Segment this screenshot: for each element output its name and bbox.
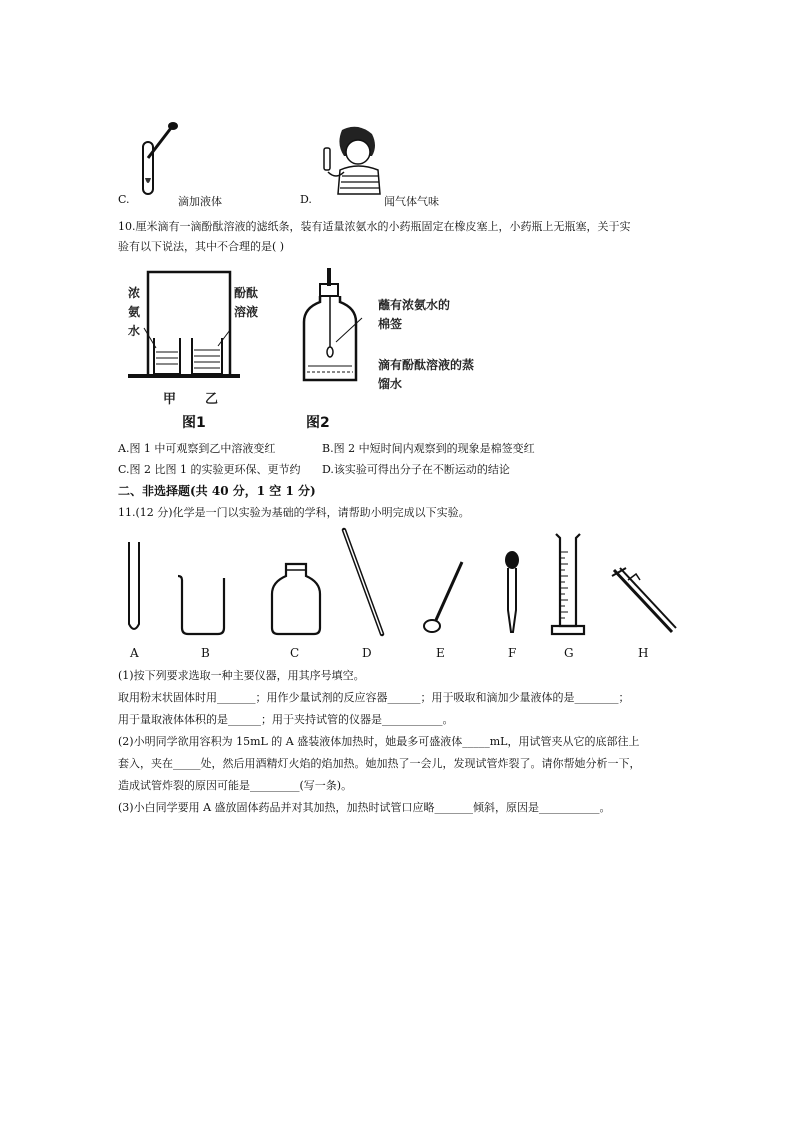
option-d-text: 闻气体气味 [384,195,439,208]
figure1-diagram [126,268,242,386]
fig1-label-jia: 甲 [163,392,177,407]
fig1-label-ammonia: 浓氨水 [128,286,141,338]
q11-part2-line2: 套入，夹在_____处，然后用酒精灯火焰的焰加热。她加热了一会儿，发现试管炸裂了。请你帮她分析一下， [118,757,641,770]
fig1-label-phenolphthalein: 酚酞溶液 [234,286,259,319]
q11-stem: 11.(12 分)化学是一门以实验为基础的学科，请帮助小明完成以下实验。 [118,506,470,519]
section2-heading: 二、非选择题(共 40 分，1 空 1 分) [118,484,316,498]
q11-part1-intro: (1)按下列要求选取一种主要仪器，用其序号填空。 [118,669,365,682]
q10-option-b: B.图 2 中短时间内观察到的现象是棉签变红 [322,442,535,455]
instrument-letter-g: G [564,646,574,660]
instrument-letter-b: B [201,646,210,660]
test-tube-icon [124,540,144,636]
q11-part2-line3: 造成试管炸裂的原因可能是_________(写一条)。 [118,779,353,792]
instrument-letter-a: A [130,646,139,660]
q11-part2-line1: (2)小明同学欲用容积为 15mL 的 A 盛装液体加热时，她最多可盛液体_____mL，用试管夹从它的底部往上 [118,735,640,748]
fig1-label-yi: 乙 [205,392,219,407]
option-c-text: 滴加液体 [178,195,222,208]
fig1-caption: 图1 [182,415,206,431]
instrument-letter-h: H [638,646,649,660]
q10-option-d: D.该实验可得出分子在不断运动的结论 [322,463,510,476]
dropper-icon [500,550,524,636]
option-d-letter: D. [300,193,312,206]
dropper-into-test-tube-illustration [135,118,185,198]
graduated-cylinder-icon [550,532,586,638]
fig2-label-distilled-water: 滴有酚酞溶液的蒸馏水 [378,358,475,391]
q10-stem-line2: 验有以下说法，其中不合理的是( ) [118,240,285,253]
fig2-caption: 图2 [306,415,330,431]
q11-part3-line1: (3)小白同学要用 A 盛放固体药品并对其加热，加热时试管口应略_______倾斜，原因是___________。 [118,801,611,814]
instrument-letter-c: C [290,646,300,660]
instrument-letter-f: F [508,646,517,660]
wide-mouth-bottle-icon [268,562,324,636]
fig2-label-cotton-swab: 蘸有浓氨水的棉签 [378,298,451,331]
smelling-gas-person-illustration [318,124,384,196]
instrument-letter-e: E [436,646,445,660]
glass-rod-icon [340,528,386,638]
q10-stem-line1: 10.厘米滴有一滴酚酞溶液的滤纸条，装有适量浓氨水的小药瓶固定在橡皮塞上，小药瓶上无瓶塞，关于实 [118,220,631,233]
instrument-letter-d: D [362,646,372,660]
q11-part1-line2: 用于量取液体体积的是______；用于夹持试管的仪器是___________。 [118,713,454,726]
q11-part1-line1: 取用粉末状固体时用_______；用作少量试剂的反应容器______；用于吸取和滴加少量液体的是________； [118,691,630,704]
medicine-spoon-icon [420,560,468,636]
test-tube-holder-icon [606,566,678,636]
beaker-icon [176,574,228,636]
figure2-diagram [300,266,372,386]
option-c-letter: C. [118,193,130,206]
q10-option-c: C.图 2 比图 1 的实验更环保、更节约 [118,463,301,476]
q10-option-a: A.图 1 中可观察到乙中溶液变红 [118,442,276,455]
